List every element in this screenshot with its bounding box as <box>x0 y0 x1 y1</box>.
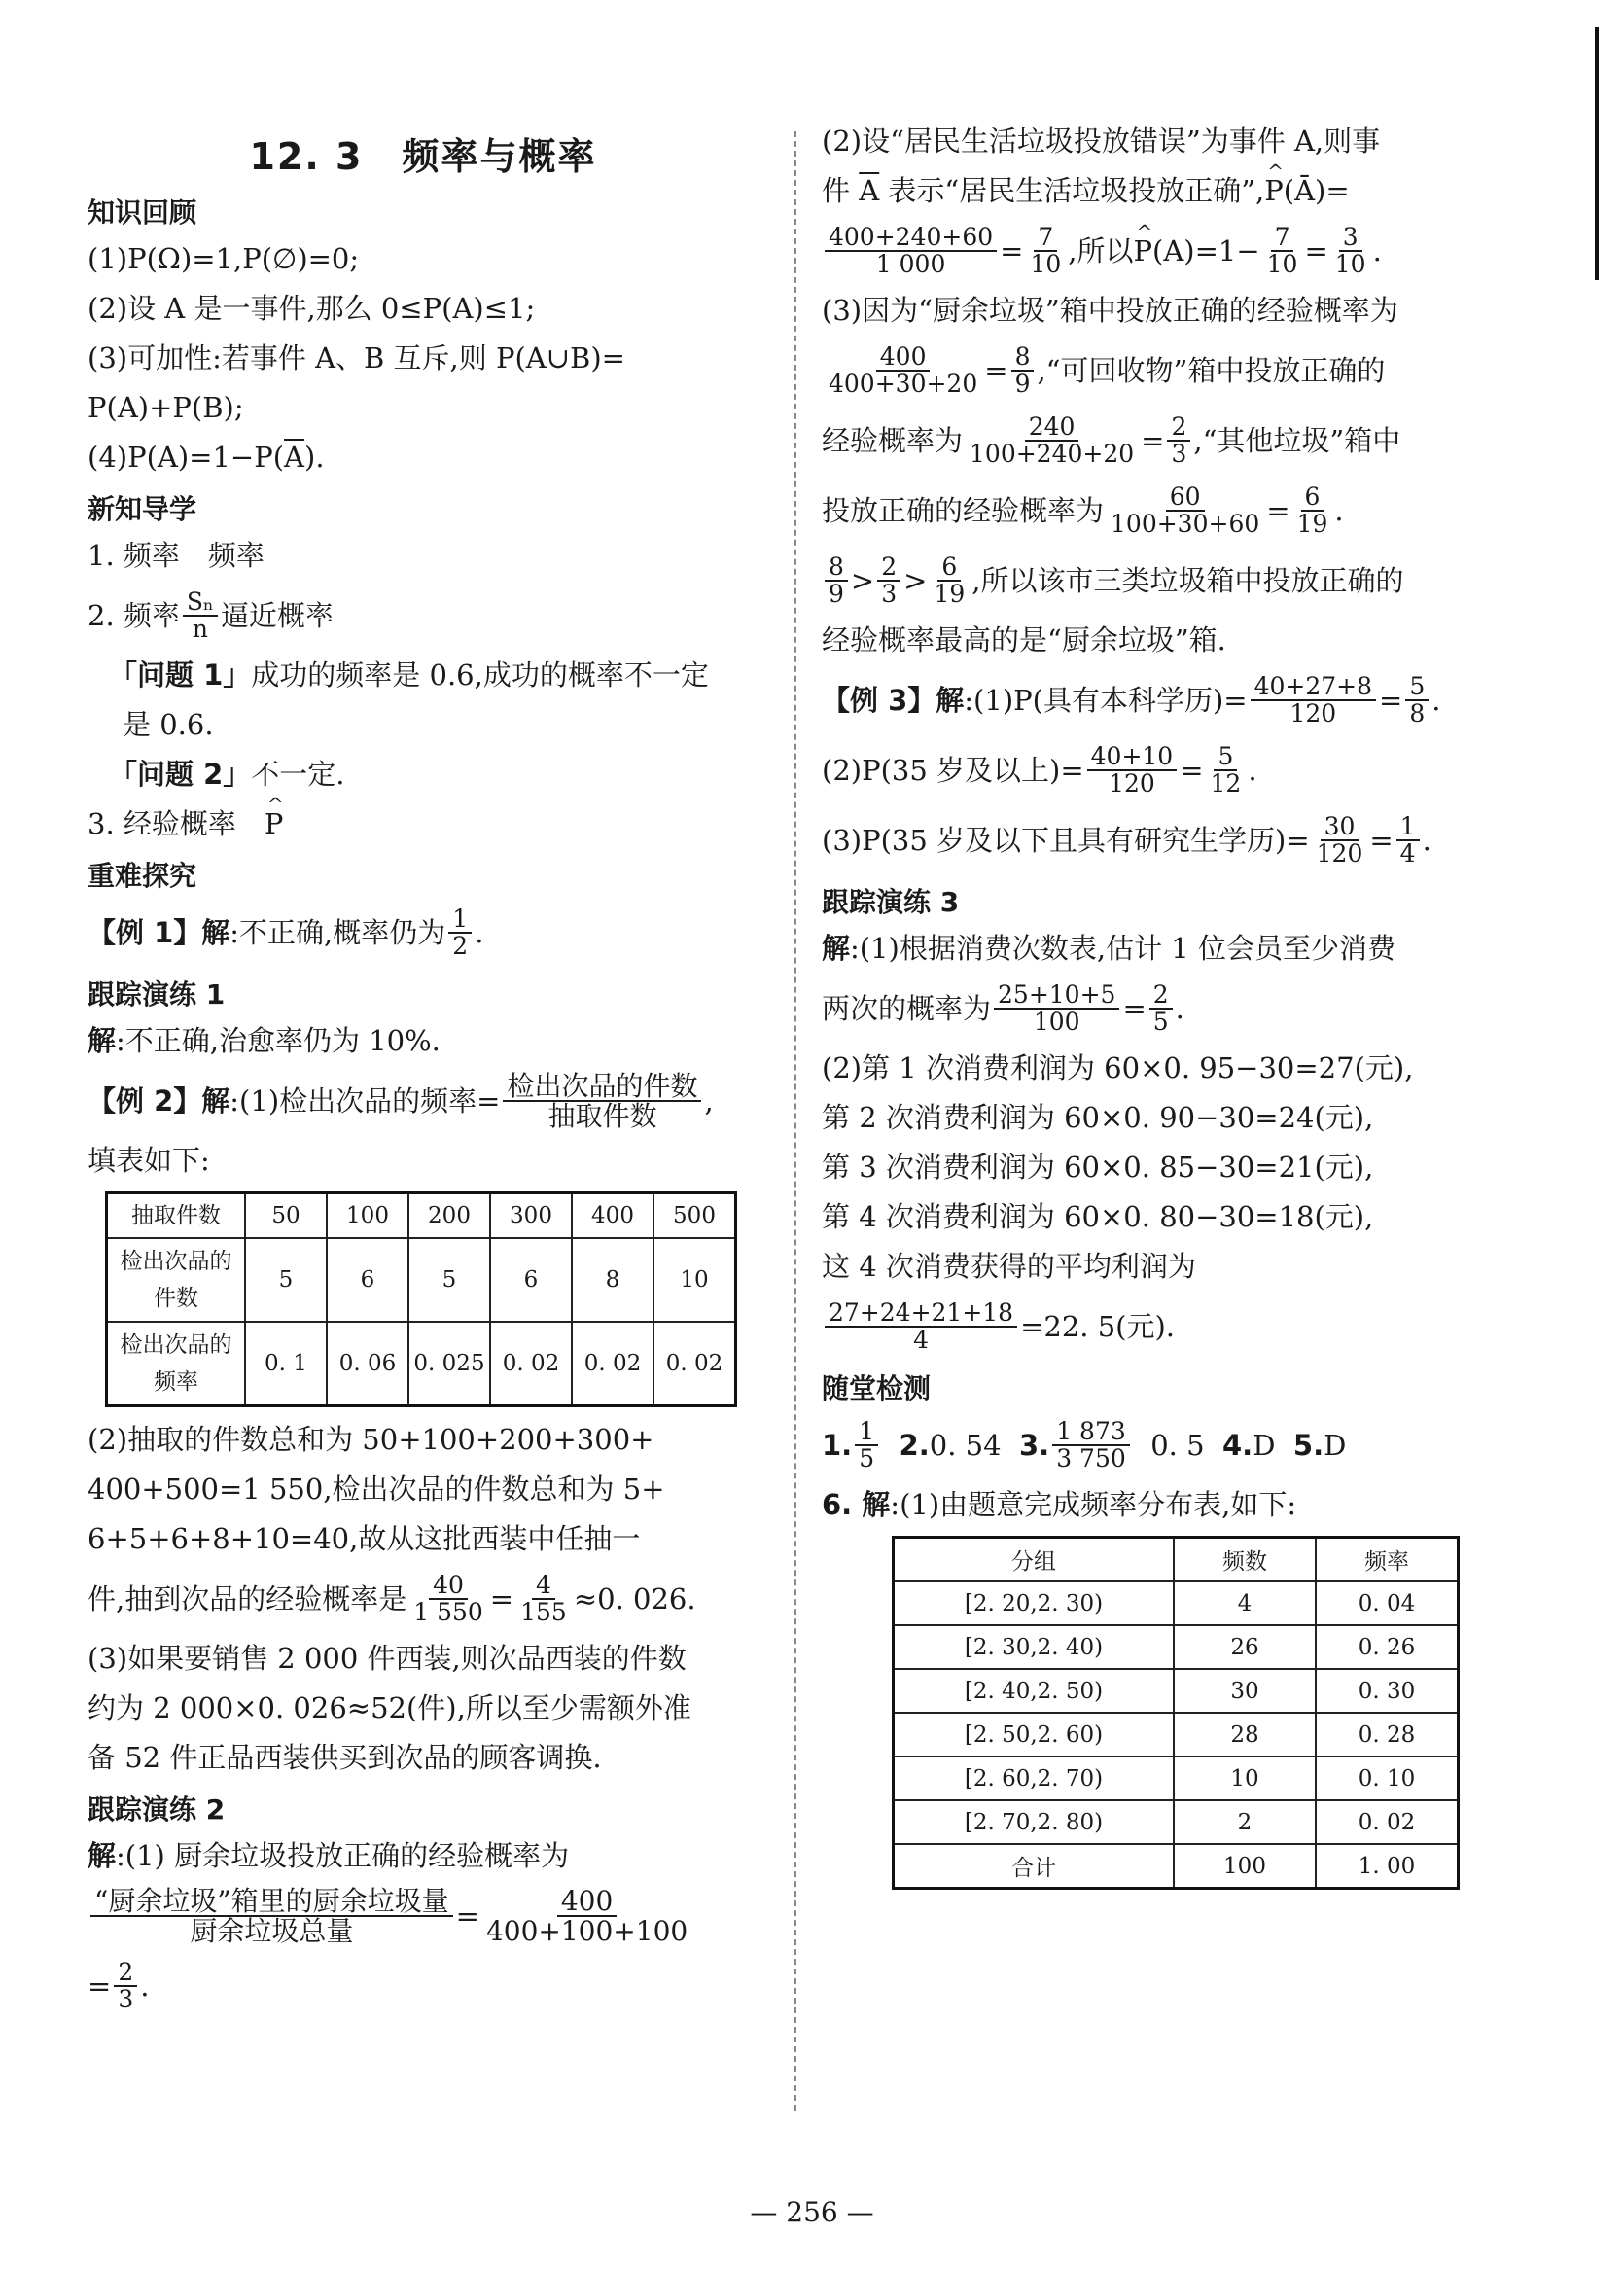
tracking-3-line: 第 4 次消费利润为 60×0. 80−30=18(元), <box>822 1200 1374 1233</box>
review-line: $(4)P(A)=1-P(\overline{A})$. <box>88 441 325 474</box>
fraction: $\frac{60}{100+30+60}$ <box>1111 481 1260 538</box>
fraction: $\frac{\text{检出次品的件数}}{\text{抽取件数}}$ <box>503 1072 701 1131</box>
part-3-line: 约为 2 000×0. 026≈52(件),所以至少需额外准 <box>88 1691 691 1724</box>
right-line: 经验概率最高的是“厨余垃圾”箱. <box>822 623 1226 656</box>
example-1: 【例 1】解 :不正确,概率仍为 $\frac{1}{2}$ . <box>88 904 484 960</box>
new-item-1: 1. 频率 频率 <box>88 539 265 572</box>
tracking-3-line: 第 3 次消费利润为 60×0. 85−30=21(元), <box>822 1151 1374 1184</box>
new-item-3: 3. 经验概率 ^ P <box>88 799 759 849</box>
section-title <box>88 126 759 180</box>
part-2-result: 件,抽到次品的经验概率是 $\frac{40}{1 550}$ = $\frac{4}{155}$ ≈0. 026. <box>88 1570 696 1626</box>
defect-table <box>105 1191 737 1407</box>
review-line: (2)设 A 是一事件,那么 0≤P(A)≤1; <box>88 292 536 325</box>
fraction: $\frac{8}{9}$ <box>1011 344 1035 398</box>
fraction: $\frac{4}{155}$ <box>520 1570 567 1626</box>
fraction: $\frac{\text{“厨余垃圾”箱里的厨余垃圾量}}{\text{厨余垃圾总量}}$ <box>90 1887 453 1946</box>
tracking-2-result: = $\frac{2}{3}$ . <box>88 1957 150 2013</box>
tracking-2-answer: 解:(1) 厨余垃圾投放正确的经验概率为 <box>88 1839 570 1872</box>
fraction: $\frac{5}{12}$ <box>1210 741 1242 798</box>
review-line: (3)可加性:若事件 A、B 互斥,则 P(A∪B)= <box>88 341 625 374</box>
fraction: $\frac{1}{4}$ <box>1396 814 1420 868</box>
table-row: [2. 60,2. 70) 10 0. 10 <box>894 1756 1459 1800</box>
fraction: $\frac{2}{3}$ <box>1167 414 1190 468</box>
table-row: [2. 70,2. 80) 2 0. 02 <box>894 1800 1459 1844</box>
example-3-part-1: 【例 3】解 :(1)P(具有本科学历)= $\frac{40+27+8}{120}$ = $\frac{5}{8}$ . <box>822 671 1441 727</box>
example-3-part-2: (2)P(35 岁及以上)= $\frac{40+10}{120}$ = $\frac{5}{12}$ . <box>822 741 1257 798</box>
part-3-line: (3)如果要销售 2 000 件西装,则次品西装的件数 <box>88 1642 687 1675</box>
part-3-line: 备 52 件正品西装供买到次品的顾客调换. <box>88 1741 602 1774</box>
tracking-2-heading: 跟踪演练 2 <box>88 1793 226 1826</box>
fraction: $\frac{6}{19}$ <box>1296 481 1328 538</box>
right-line: (2)设“居民生活垃圾投放错误”为事件 A,则事 <box>822 124 1381 158</box>
fraction: $\frac{400}{400+30+20}$ <box>829 341 978 398</box>
example-2: 【例 2】解 :(1)检出次品的频率= $\frac{\text{检出次品的件数}}{\text{抽取件数}}$ , <box>88 1069 714 1132</box>
right-line: $\frac{8}{9}$ > $\frac{2}{3}$ > $\frac{6}{19}$ ,所以该市三类垃圾箱中投放正确的 <box>822 546 1502 616</box>
review-line: P(A)+P(B); <box>88 391 244 424</box>
key-heading: 重难探究 <box>88 860 197 892</box>
fraction: $\frac{1}{2}$ <box>448 906 472 960</box>
section-number: 12. 3 <box>249 135 364 178</box>
fraction: $\frac{40+10}{120}$ <box>1087 744 1178 798</box>
table-header-row: 分组 频数 频率 <box>894 1538 1459 1582</box>
fraction: $\frac{240}{100+240+20}$ <box>970 411 1135 468</box>
edge-bar <box>1595 27 1599 280</box>
tracking-3-line: 这 4 次消费获得的平均利润为 <box>822 1250 1196 1283</box>
fraction: $\frac{40}{1 550}$ <box>413 1570 483 1626</box>
fraction: $\frac{5}{8}$ <box>1405 674 1429 727</box>
fraction: $\frac{2}{5}$ <box>1149 982 1173 1036</box>
table-row: [2. 40,2. 50) 30 0. 30 <box>894 1669 1459 1713</box>
right-line: $\frac{400}{400+30+20}$ = $\frac{8}{9}$ ,“可回收物”箱中投放正确的 <box>822 336 1502 406</box>
part-2-line: 6+5+6+8+10=40,故从这批西装中任抽一 <box>88 1522 641 1555</box>
fraction: $\frac{1}{5}$ <box>855 1419 878 1473</box>
right-line: 投放正确的经验概率为 $\frac{60}{100+30+60}$ = $\frac{6}{19}$ . <box>822 481 1344 538</box>
table-row: 检出次品的频率 0. 1 0. 06 0. 025 0. 02 0. 02 0. 02 <box>107 1322 736 1406</box>
right-line: 经验概率为 $\frac{240}{100+240+20}$ = $\frac{2}{3}$ ,“其他垃圾”箱中 <box>822 411 1401 468</box>
fraction: $\frac{7}{10}$ <box>1266 222 1298 278</box>
tracking-3-line: 第 2 次消费利润为 60×0. 90−30=24(元), <box>822 1101 1374 1134</box>
table-row: [2. 20,2. 30) 4 0. 04 <box>894 1581 1459 1625</box>
fraction: $\frac{27+24+21+18}{4}$ <box>825 1300 1017 1354</box>
tracking-3-average: $\frac{27+24+21+18}{4}$ =22. 5(元). <box>822 1292 1502 1362</box>
fraction: $\frac{1 873}{3 750}$ <box>1052 1419 1130 1473</box>
part-2-line: 400+500=1 550,检出次品的件数总和为 5+ <box>88 1473 665 1506</box>
question-6: 6. 解:(1)由题意完成频率分布表,如下: <box>822 1488 1297 1521</box>
part-2-line: (2)抽取的件数总和为 50+100+200+300+ <box>88 1423 654 1456</box>
tracking-2-formula: $\frac{\text{“厨余垃圾”箱里的厨余垃圾量}}{\text{厨余垃圾总量}}$ = $\frac{400}{400+100+100}$ <box>88 1881 759 1951</box>
fraction: $\frac{2}{3}$ <box>114 1960 137 2013</box>
section-name: 频率与概率 <box>402 135 597 178</box>
fraction: $\frac{2}{3}$ <box>877 554 900 608</box>
fraction: $\frac{\text{Sₙ}}{n}$ <box>183 589 218 643</box>
fill-table-text: 填表如下: <box>88 1144 210 1177</box>
example-3-part-3: (3)P(35 岁及以下且具有研究生学历)= $\frac{30}{120}$ = $\frac{1}{4}$ . <box>822 811 1431 868</box>
tracking-3-line: (2)第 1 次消费利润为 60×0. 95−30=27(元), <box>822 1051 1414 1084</box>
check-heading: 随堂检测 <box>822 1372 932 1404</box>
fraction: $\frac{6}{19}$ <box>934 551 966 608</box>
question-1: 「问题 1」成功的频率是 0.6,成功的概率不一定 <box>109 658 709 692</box>
table-row: [2. 30,2. 40) 26 0. 26 <box>894 1625 1459 1669</box>
new-item-2: 2. 频率 $\frac{\text{Sₙ}}{n}$ 逼近概率 <box>88 586 334 643</box>
fraction: $\frac{25+10+5}{100}$ <box>994 982 1119 1036</box>
tracking-3-prob: 两次的概率为 $\frac{25+10+5}{100}$ = $\frac{2}{5}$ . <box>822 979 1184 1036</box>
check-answers: 1. $\frac{1}{5}$ 2. 0. 54 3. $\frac{1 873}{3 750}$ 0. 5 4. D 5. D <box>822 1416 1347 1473</box>
fraction: $\frac{40+27+8}{120}$ <box>1251 674 1376 727</box>
left-column <box>88 117 759 2021</box>
right-line: (3)因为“厨余垃圾”箱中投放正确的经验概率为 <box>822 294 1398 327</box>
review-heading: 知识回顾 <box>88 196 197 229</box>
fraction: $\frac{400}{400+100+100}$ <box>485 1884 688 1947</box>
tracking-3-answer: 解:(1)根据消费次数表,估计 1 位会员至少消费 <box>822 932 1395 965</box>
table-row: 抽取件数 50 100 200 300 400 500 <box>107 1193 736 1239</box>
review-line: (1)P(Ω)=1,P(∅)=0; <box>88 242 360 275</box>
tracking-3-heading: 跟踪演练 3 <box>822 886 960 918</box>
table-row: 检出次品的件数 5 6 5 6 8 10 <box>107 1238 736 1322</box>
right-line: $\frac{400+240+60}{1 000}$ = $\frac{7}{10}$ ,所以 ^ P (A)=1− $\frac{7}{10}$ = $\frac{3}{10}$ . <box>822 216 1502 286</box>
fraction: $\frac{400+240+60}{1 000}$ <box>825 225 997 278</box>
right-line: 件 $\overline{A}$ 表示“居民生活垃圾投放正确”,^ P(Ā)= <box>822 166 1502 216</box>
fraction: $\frac{3}{10}$ <box>1334 222 1366 278</box>
question-2: 「问题 2」不一定. <box>109 758 345 791</box>
table-row: [2. 50,2. 60) 28 0. 28 <box>894 1713 1459 1756</box>
page-number: — 256 — <box>750 2196 874 2228</box>
right-column <box>822 117 1502 1890</box>
table-row: 合计 100 1. 00 <box>894 1844 1459 1889</box>
question-1-cont: 是 0.6. <box>123 708 214 741</box>
tracking-1-heading: 跟踪演练 1 <box>88 978 226 1011</box>
new-knowledge-heading: 新知导学 <box>88 493 197 525</box>
fraction: $\frac{7}{10}$ <box>1030 222 1062 278</box>
fraction: $\frac{8}{9}$ <box>825 554 848 608</box>
column-divider <box>794 131 796 2111</box>
tracking-1-answer: 解:不正确,治愈率仍为 10%. <box>88 1024 441 1057</box>
fraction: $\frac{30}{120}$ <box>1316 811 1363 868</box>
frequency-table <box>892 1536 1460 1890</box>
